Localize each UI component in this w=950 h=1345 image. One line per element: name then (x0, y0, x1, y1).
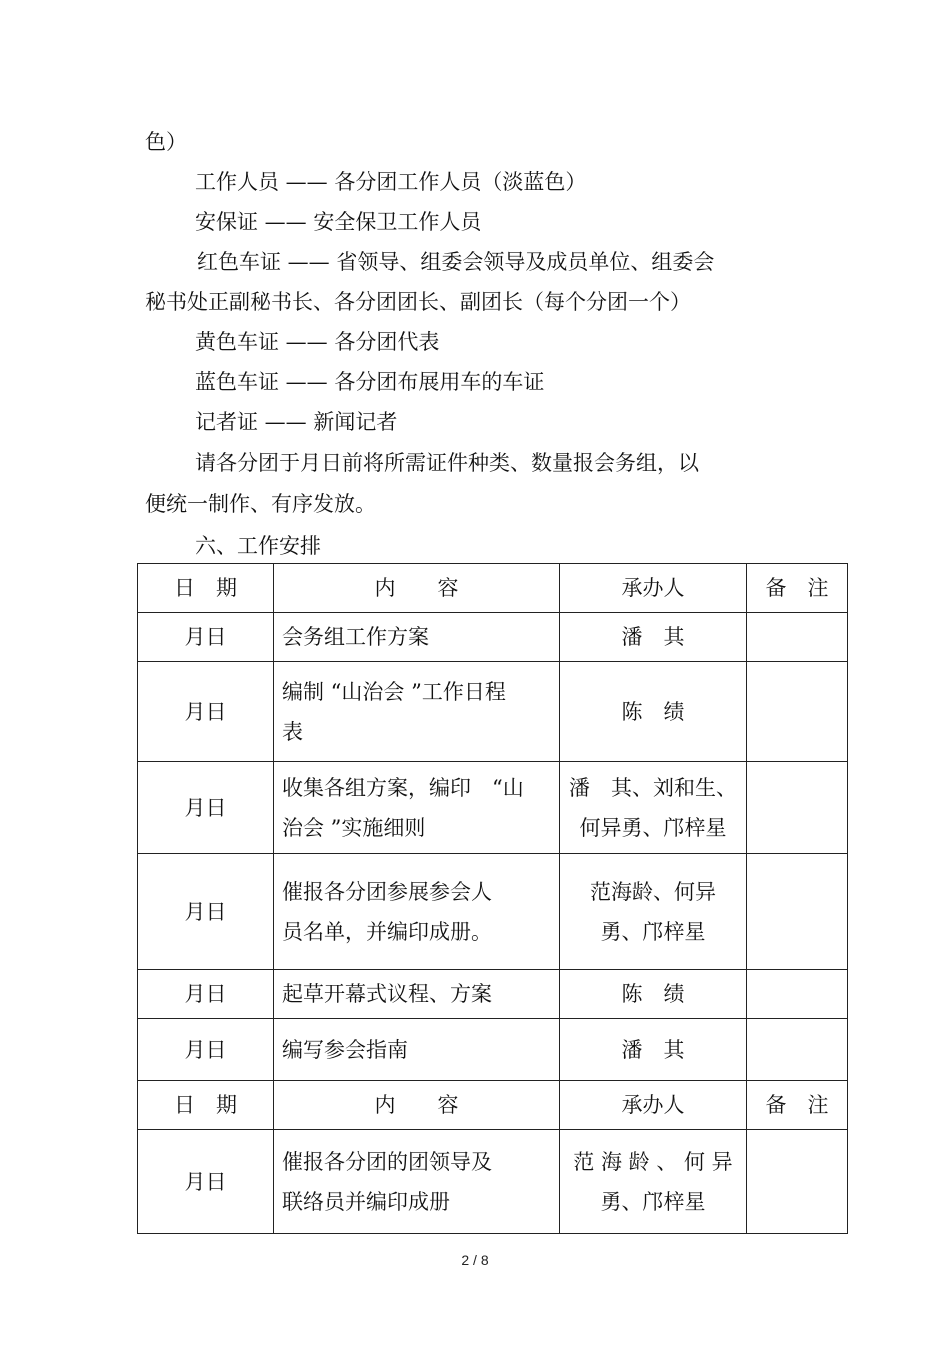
date-cell: 月日 (138, 970, 274, 1019)
table-header-row (138, 564, 848, 613)
content-cell-line: 员名单，并编印成册。 (282, 919, 492, 944)
person-cell-line: 何异勇、邝梓星 (579, 815, 727, 840)
paragraph-line: 记者证 —— 新闻记者 (195, 410, 398, 434)
content-cell (274, 854, 560, 970)
table-row (138, 662, 848, 762)
content-cell-line: 表 (282, 719, 303, 744)
note-cell (747, 854, 848, 970)
content-cell-line: 收集各组方案，编印 “山 (282, 775, 524, 800)
content-cell-line: 催报各分团的团领导及 (282, 1149, 492, 1174)
person-cell (560, 1130, 747, 1234)
person-cell-line: 勇、邝梓星 (600, 1189, 706, 1214)
person-cell (560, 1019, 747, 1081)
date-cell: 月日 (138, 662, 274, 762)
person-cell-line: 陈 绩 (621, 699, 685, 724)
paragraph-line: 请各分团于月日前将所需证件种类、数量报会务组，以 (195, 451, 699, 475)
paragraph-line: 安保证 —— 安全保卫工作人员 (195, 210, 482, 234)
note-cell (747, 662, 848, 762)
content-cell (274, 613, 560, 662)
content-cell (274, 1019, 560, 1081)
table-row (138, 970, 848, 1019)
table-row (138, 1019, 848, 1081)
person-cell-line: 潘 其、刘和生、 (569, 775, 737, 800)
date-cell: 月日 (138, 1130, 274, 1234)
content-cell (274, 1130, 560, 1234)
date-cell: 月日 (138, 1019, 274, 1081)
paragraph-line: 便统一制作、有序发放。 (145, 492, 376, 516)
paragraph-line: 秘书处正副秘书长、各分团团长、副团长（每个分团一个） (145, 290, 691, 314)
note-cell (747, 970, 848, 1019)
person-cell (560, 613, 747, 662)
content-cell (274, 970, 560, 1019)
content-cell (274, 662, 560, 762)
person-cell (560, 762, 747, 854)
content-cell-line: 治会 ”实施细则 (282, 815, 426, 840)
person-cell-line: 陈 绩 (621, 982, 685, 1006)
person-cell (560, 662, 747, 762)
table-row (138, 1130, 848, 1234)
table-row (138, 762, 848, 854)
page-number: 2 / 8 (461, 1252, 489, 1268)
section-heading: 六、工作安排 (195, 534, 321, 558)
person-cell-line: 潘 其 (621, 625, 685, 649)
content-cell-line: 联络员并编印成册 (282, 1189, 450, 1214)
column-header: 内 容 (274, 564, 560, 613)
content-cell-line: 会务组工作方案 (282, 625, 429, 649)
date-cell: 月日 (138, 762, 274, 854)
content-cell-line: 编制 “山治会 ”工作日程 (282, 679, 506, 704)
date-cell: 月日 (138, 854, 274, 970)
paragraph-line: 工作人员 —— 各分团工作人员（淡蓝色） (195, 170, 587, 194)
person-cell-line: 范海龄、何异 (590, 879, 716, 904)
person-cell-line: 勇、邝梓星 (600, 919, 706, 944)
table-row (138, 854, 848, 970)
column-header: 内 容 (274, 1081, 560, 1130)
content-cell-line: 起草开幕式议程、方案 (282, 982, 492, 1006)
note-cell (747, 762, 848, 854)
date-cell: 月日 (138, 613, 274, 662)
person-cell-line: 范 海 龄 、 何 异 (573, 1149, 733, 1174)
content-cell (274, 762, 560, 854)
paragraph-line: 蓝色车证 —— 各分团布展用车的车证 (195, 370, 545, 394)
paragraph-line: 色） (145, 130, 187, 154)
person-cell (560, 970, 747, 1019)
column-header: 日 期 (138, 1081, 274, 1130)
column-header: 备 注 (747, 564, 848, 613)
content-cell-line: 催报各分团参展参会人 (282, 879, 492, 904)
person-cell (560, 854, 747, 970)
column-header: 日 期 (138, 564, 274, 613)
note-cell (747, 1130, 848, 1234)
person-cell-line: 潘 其 (621, 1037, 685, 1062)
table-row (138, 613, 848, 662)
paragraph-line: 红色车证 —— 省领导、组委会领导及成员单位、组委会 (197, 250, 715, 274)
note-cell (747, 1019, 848, 1081)
column-header: 备 注 (747, 1081, 848, 1130)
table-header-row (138, 1081, 848, 1130)
note-cell (747, 613, 848, 662)
content-cell-line: 编写参会指南 (282, 1037, 408, 1062)
column-header: 承办人 (560, 564, 747, 613)
column-header: 承办人 (560, 1081, 747, 1130)
paragraph-line: 黄色车证 —— 各分团代表 (195, 330, 440, 354)
work-schedule-table (137, 563, 848, 1234)
